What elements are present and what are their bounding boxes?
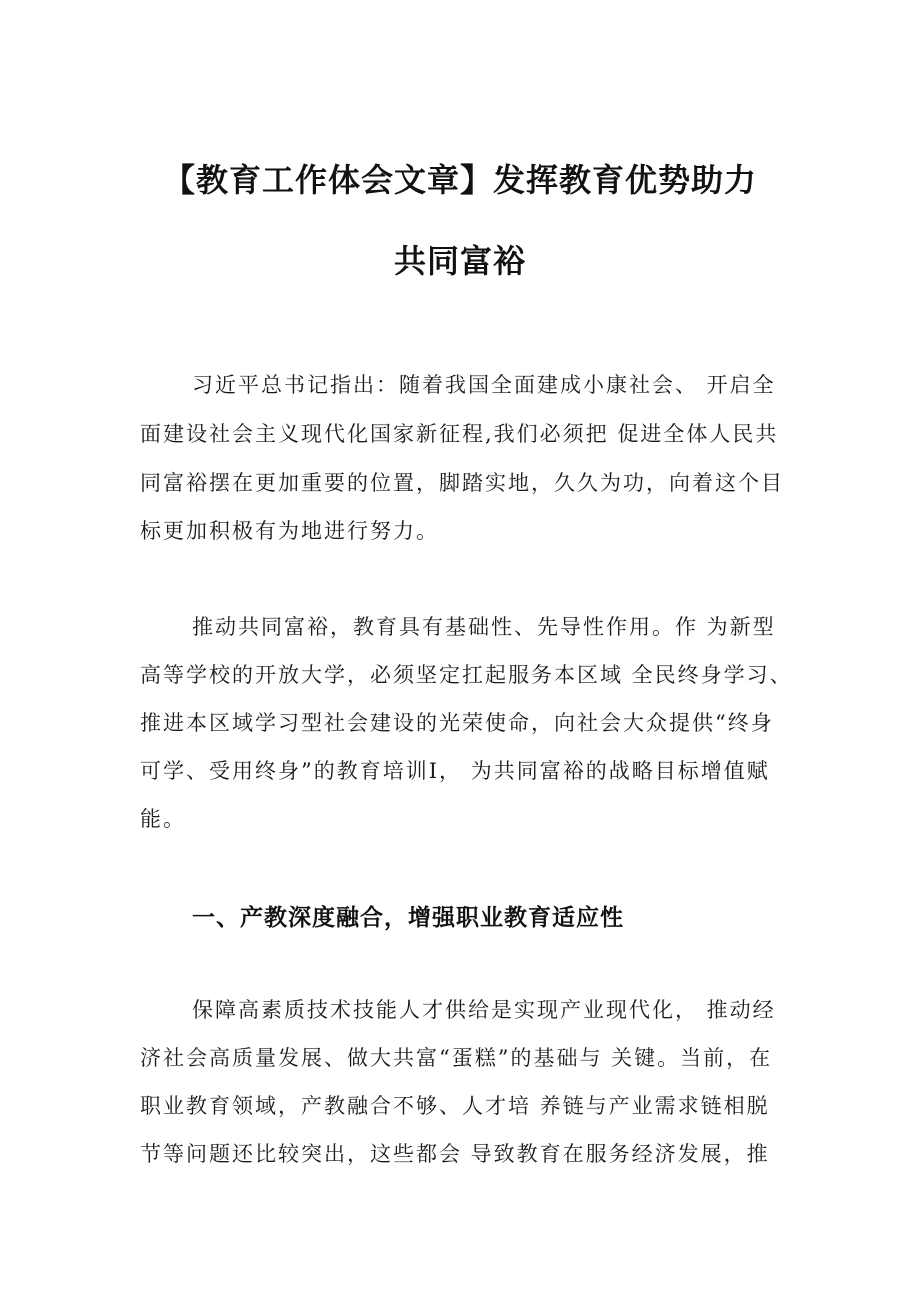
paragraph-line: 高等学校的开放大学，必须坚定扛起服务本区域 全民终身学习、: [140, 663, 793, 687]
document-title-line-2: 共同富裕: [393, 242, 526, 280]
paragraph-line: 同富裕摆在更加重要的位置，脚踏实地，久久为功，向着这个目: [140, 471, 784, 495]
paragraph-line: 济社会高质量发展、做大共富“蛋糕”的基础与 关键。当前，在: [140, 1046, 773, 1070]
paragraph-line: 推动共同富裕，教育具有基础性、先导性作用。作 为新型: [192, 615, 776, 639]
paragraph-line: 能。: [140, 807, 186, 831]
paragraph-line: 面建设社会主义现代化国家新征程,我们必须把 促进全体人民共: [140, 422, 779, 446]
paragraph-line: 节等问题还比较突出，这些都会 导致教育在服务经济发展，推: [140, 1142, 770, 1166]
paragraph-line: 可学、受用终身”的教育培训I， 为共同富裕的战略目标增值赋: [140, 759, 770, 783]
paragraph-line: 标更加积极有为地进行努力。: [140, 519, 439, 543]
paragraph-line: 推进本区域学习型社会建设的光荣使命，向社会大众提供“终身: [140, 711, 774, 735]
section-heading: 一、产教深度融合，增强职业教育适应性: [192, 905, 624, 931]
paragraph-line: 保障高素质技术技能人才供给是实现产业现代化， 推动经: [192, 998, 776, 1022]
paragraph-line: 职业教育领域，产教融合不够、人才培 养链与产业需求链相脱: [140, 1094, 770, 1118]
document-title-line-1: 【教育工作体会文章】发挥教育优势助力: [162, 161, 757, 199]
paragraph-line: 习近平总书记指出：随着我国全面建成小康社会、 开启全: [192, 373, 776, 397]
